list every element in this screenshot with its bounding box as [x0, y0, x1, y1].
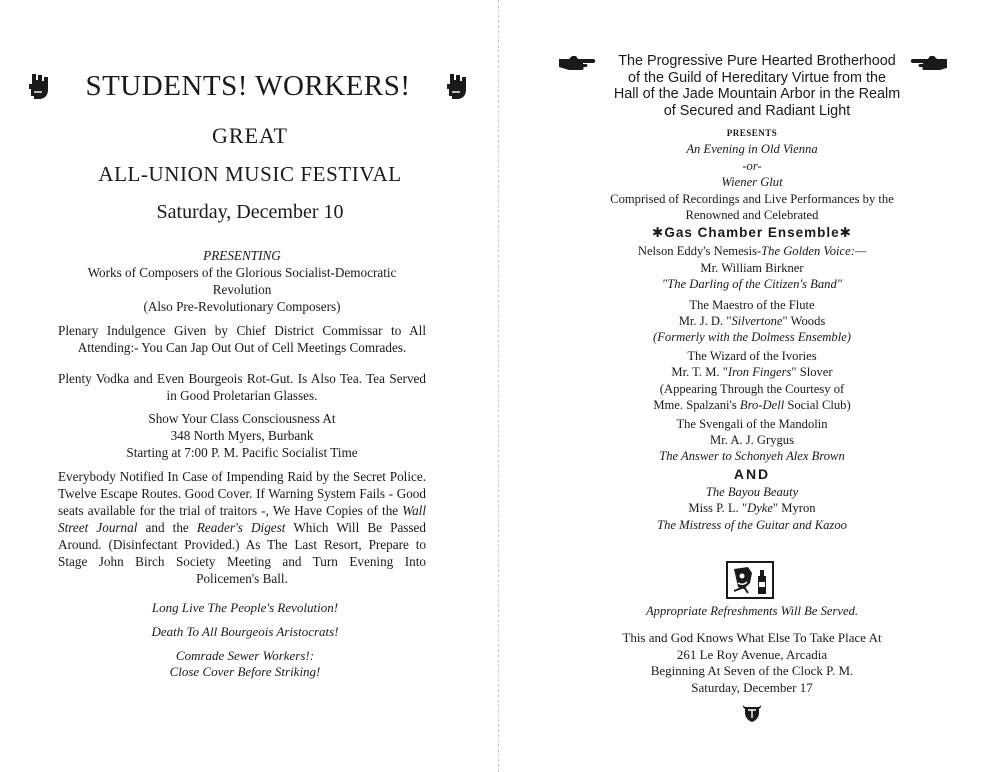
finale-block	[562, 630, 942, 696]
festival-title: ALL-UNION MUSIC FESTIVAL	[98, 162, 402, 186]
slogan-2: Death To All Bourgeois Aristocrats!	[151, 624, 339, 639]
and-heading: AND	[733, 465, 771, 482]
great-heading: GREAT	[212, 123, 288, 148]
raid-notice-text-b: Which Will Be Passed Around. (Disinfectant Provided.) As The Last Resort, Prepare to Stage John Birch Society Meeting and Turn Evening Into Policemen's Ball.	[58, 520, 427, 586]
nelson-line	[562, 243, 942, 259]
slover-prefix: Mr. T. M. "	[671, 365, 728, 380]
location-block	[58, 410, 426, 461]
festival-date: Saturday, December 10	[156, 201, 344, 223]
woods-tagline: (Formerly with the Dolmess Ensemble)	[653, 330, 851, 345]
wiener-title: Wiener Glut	[721, 175, 783, 190]
crest-ornament-icon	[743, 704, 761, 722]
raised-fist-icon	[28, 72, 50, 102]
slover-tag-club: Bro-Dell	[739, 398, 785, 413]
show-address: 348 North Myers, Burbank	[170, 428, 314, 443]
woods-name	[562, 313, 942, 329]
presenting-block	[58, 247, 426, 315]
comprised-line-2: Renowned and Celebrated	[685, 208, 819, 223]
woods-suffix: " Woods	[782, 314, 826, 329]
myron-nickname: Dyke	[747, 501, 773, 516]
show-time: Starting at 7:00 P. M. Pacific Socialist Time	[126, 445, 358, 460]
star-icon: ✱	[652, 225, 665, 241]
brotherhood-line-4: of Secured and Radiant Light	[663, 102, 851, 119]
slover-suffix: " Slover	[791, 365, 833, 380]
slogans	[100, 600, 390, 688]
brotherhood-heading	[557, 53, 957, 119]
birkner-tagline: "The Darling of the Citizen's Band"	[661, 277, 843, 292]
raid-notice-text-a: Everybody Notified In Case of Impending Raid by the Secret Police. Twelve Escape Routes. Good Cover. If Warning System Fails - Good seats available for the trial of traitors -, We Have Copies of the	[58, 469, 426, 518]
finale-time: Beginning At Seven of the Clock P. M.	[650, 663, 854, 678]
show-line-1: Show Your Class Consciousness At	[148, 411, 336, 426]
bayou-title: The Bayou Beauty	[705, 484, 799, 499]
plenary-paragraph: Plenary Indulgence Given by Chief District Commissar to All Attending:- You Can Jap Out Out of Cell Meetings Comrades.	[58, 323, 426, 355]
refreshments-note: Appropriate Refreshments Will Be Served.	[645, 604, 859, 618]
ensemble-heading	[562, 223, 942, 243]
or-separator: -or-	[742, 158, 762, 173]
flute-title: The Maestro of the Flute	[689, 297, 815, 312]
slover-tagline-2	[562, 397, 942, 413]
caricature-with-bottle-icon	[726, 561, 774, 599]
nelson-prefix: Nelson Eddy's Nemesis-	[637, 244, 762, 259]
brotherhood-line-3: Hall of the Jade Mountain Arbor in the Realm	[613, 86, 901, 102]
presenting-label: PRESENTING	[203, 248, 281, 263]
raid-notice-and: and the	[137, 520, 197, 535]
myron-suffix: " Myron	[772, 501, 816, 516]
myron-tagline: The Mistress of the Guitar and Kazoo	[657, 517, 847, 532]
star-icon: ✱	[839, 225, 852, 241]
headline	[28, 70, 468, 103]
right-page	[502, 0, 1000, 772]
slogan-3	[100, 648, 390, 680]
headline-text: STUDENTS! WORKERS!	[85, 70, 411, 102]
slover-nickname: Iron Fingers	[727, 365, 792, 380]
golden-voice: The Golden Voice:—	[761, 244, 867, 259]
finale-address: 261 Le Roy Avenue, Arcadia	[676, 646, 828, 662]
mandolin-title: The Svengali of the Mandolin	[676, 416, 828, 431]
slover-tag-c: Social Club)	[784, 398, 851, 413]
slover-tagline-1: (Appearing Through the Courtesy of	[659, 381, 845, 396]
presenting-line-1: Works of Composers of the Glorious Socialist-Democratic	[87, 265, 397, 280]
myron-name	[562, 500, 942, 516]
ensemble-name: Gas Chamber Ensemble	[664, 225, 840, 241]
slogan-3a: Comrade Sewer Workers!:	[175, 648, 315, 663]
slogan-3b: Close Cover Before Striking!	[169, 664, 321, 679]
slover-tag-a: Mme. Spalzani's	[653, 398, 740, 413]
myron-prefix: Miss P. L. "	[688, 501, 748, 516]
woods-prefix: Mr. J. D. "	[678, 314, 732, 329]
presenting-line-2: Revolution	[212, 282, 272, 297]
program-block	[562, 125, 942, 533]
finale-date: Saturday, December 17	[691, 679, 813, 695]
evening-title: An Evening in Old Vienna	[686, 142, 818, 157]
slogan-1: Long Live The People's Revolution!	[151, 600, 339, 615]
comprised-line-1: Comprised of Recordings and Live Performances by the	[610, 191, 894, 206]
raid-notice-paragraph	[58, 468, 426, 587]
vodka-paragraph: Plenty Vodka and Even Bourgeois Rot-Gut. Is Also Tea. Tea Served in Good Proletarian Glasses.	[58, 371, 426, 403]
ivories-title: The Wizard of the Ivories	[687, 348, 817, 363]
presents-label: PRESENTS	[726, 128, 778, 138]
brotherhood-line-2: of the Guild of Hereditary Virtue from the	[627, 69, 887, 86]
raised-fist-icon	[446, 72, 468, 102]
birkner-name: Mr. William Birkner	[700, 260, 804, 275]
finale-line-1: This and God Knows What Else To Take Place At	[622, 630, 882, 645]
readers-digest-title: Reader's Digest	[196, 520, 286, 535]
grygus-name: Mr. A. J. Grygus	[710, 432, 794, 447]
woods-nickname: Silvertone	[731, 314, 783, 329]
grygus-tagline: The Answer to Schonyeh Alex Brown	[659, 449, 845, 464]
presenting-line-3: (Also Pre-Revolutionary Composers)	[143, 299, 341, 314]
wsj-title: Wall Street Journal	[58, 503, 426, 535]
brotherhood-line-1: The Progressive Pure Hearted Brotherhood	[618, 53, 896, 69]
slover-name	[562, 364, 942, 380]
